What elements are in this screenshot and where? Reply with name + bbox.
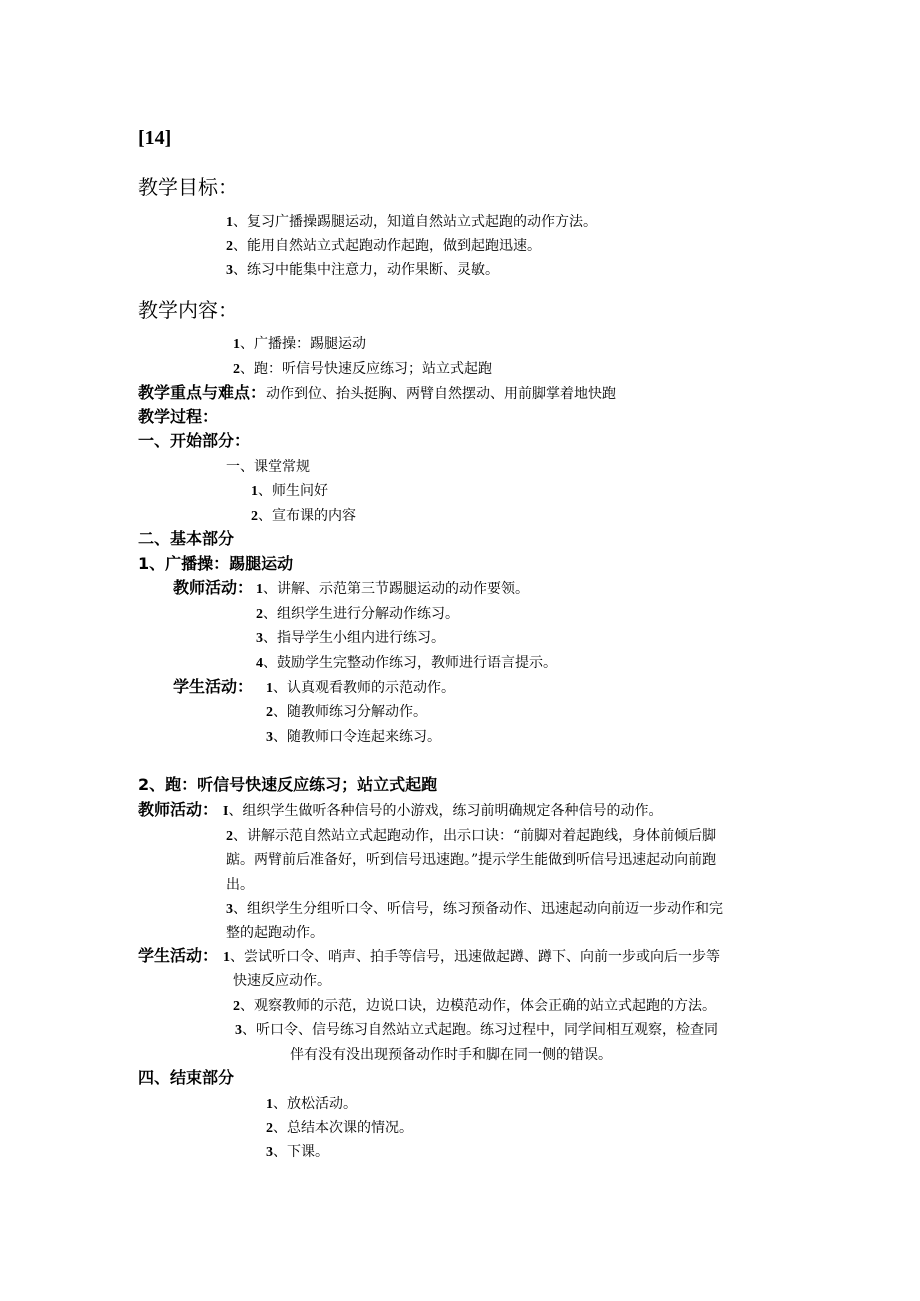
student-item: 1、认真观看教师的示范动作。 xyxy=(266,680,455,696)
content-item: 2、跑：听信号快速反应练习；站立式起跑 xyxy=(233,361,492,377)
teacher-item: 3、指导学生小组内进行练习。 xyxy=(256,630,445,646)
part1-heading: 一、开始部分： xyxy=(138,431,251,450)
process-heading: 教学过程： xyxy=(138,407,219,426)
student-item: 2、随教师练习分解动作。 xyxy=(266,704,427,720)
teacher-item: 2、讲解示范自然站立式起跑动作，出示口诀：“前脚对着起跑线，身体前倾后脚 xyxy=(226,828,717,844)
student-item-cont: 快速反应动作。 xyxy=(233,973,331,989)
section2-heading: 2、跑：听信号快速反应练习；站立式起跑 xyxy=(138,775,438,794)
teacher-item-cont: 踮。两臂前后准备好，听到信号迅速跑。”提示学生能做到听信号迅速起动向前跑 xyxy=(226,852,717,868)
student-item-cont: 伴有没有没出现预备动作时手和脚在同一侧的错误。 xyxy=(290,1047,612,1063)
student-item: 2、观察教师的示范，边说口诀，边模范动作，体会正确的站立式起跑的方法。 xyxy=(233,998,716,1014)
student-item: 3、听口令、信号练习自然站立式起跑。练习过程中，同学间相互观察，检查同 xyxy=(235,1022,718,1038)
section1-heading: 1、广播操：踢腿运动 xyxy=(138,554,294,573)
goal-item: 3、练习中能集中注意力，动作果断、灵敏。 xyxy=(226,262,499,278)
content-item: 1、广播操：踢腿运动 xyxy=(233,336,366,352)
lesson-number: [14] xyxy=(138,127,172,149)
student-item: 1、尝试听口令、哨声、拍手等信号，迅速做起蹲、蹲下、向前一步或向后一步等 xyxy=(223,949,720,965)
part4-item: 2、总结本次课的情况。 xyxy=(266,1120,413,1136)
part4-item: 3、下课。 xyxy=(266,1144,329,1160)
student-label: 学生活动： xyxy=(138,946,219,965)
goals-heading: 教学目标： xyxy=(138,175,238,199)
student-item: 3、随教师口令连起来练习。 xyxy=(266,729,441,745)
teacher-item-cont: 整的起跑动作。 xyxy=(226,925,324,941)
part1-sub: 一、课堂常规 xyxy=(226,459,310,475)
teacher-label: 教师活动： xyxy=(138,800,219,819)
content-heading: 教学内容： xyxy=(138,298,238,322)
student-label: 学生活动： xyxy=(173,677,254,696)
teacher-item: 2、组织学生进行分解动作练习。 xyxy=(256,606,459,622)
teacher-item: 4、鼓励学生完整动作练习，教师进行语言提示。 xyxy=(256,655,557,671)
teacher-label: 教师活动： xyxy=(173,578,254,597)
part4-item: 1、放松活动。 xyxy=(266,1096,357,1112)
teacher-item: 1、讲解、示范第三节踢腿运动的动作要领。 xyxy=(256,581,529,597)
part4-heading: 四、结束部分 xyxy=(138,1068,235,1087)
part1-item: 2、宣布课的内容 xyxy=(251,508,356,524)
goal-item: 2、能用自然站立式起跑动作起跑，做到起跑迅速。 xyxy=(226,238,541,254)
teacher-item: I、组织学生做听各种信号的小游戏，练习前明确规定各种信号的动作。 xyxy=(223,803,663,819)
teacher-item-cont: 出。 xyxy=(226,877,254,893)
part2-heading: 二、基本部分 xyxy=(138,529,235,548)
teacher-item: 3、组织学生分组听口令、听信号，练习预备动作、迅速起动向前迈一步动作和完 xyxy=(226,901,723,917)
key-points: 教学重点与难点：动作到位、抬头挺胸、两臂自然摆动、用前脚掌着地快跑 xyxy=(138,383,617,402)
part1-item: 1、师生问好 xyxy=(251,483,328,499)
goal-item: 1、复习广播操踢腿运动，知道自然站立式起跑的动作方法。 xyxy=(226,214,597,230)
